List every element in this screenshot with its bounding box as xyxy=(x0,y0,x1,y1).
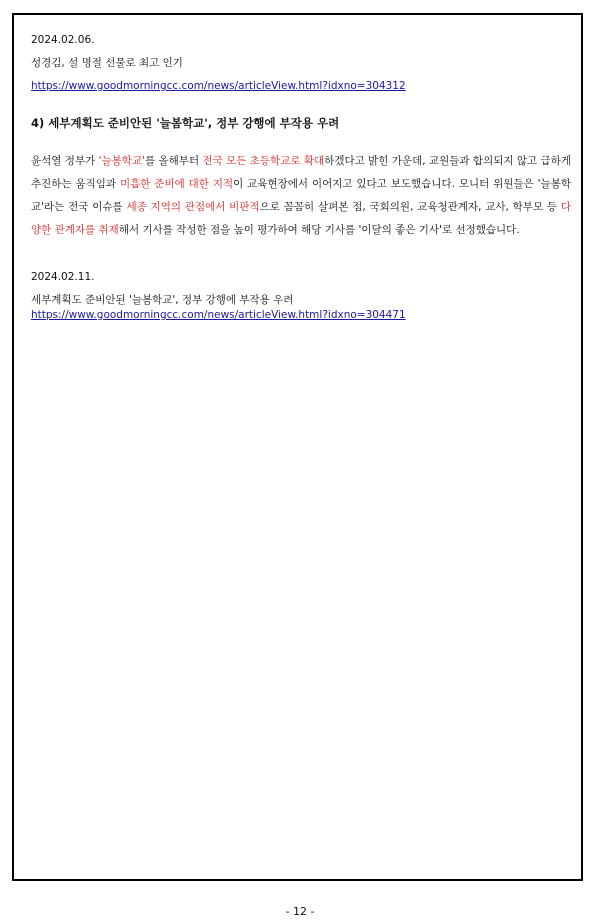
entry-date: 2024.02.11. xyxy=(31,271,95,283)
page-content xyxy=(31,33,571,323)
entry-title: 성경김, 설 명절 선물로 최고 인기 xyxy=(31,57,183,69)
highlighted-text: 세종 지역의 관점에서 비판적 xyxy=(126,201,260,213)
highlighted-text: 전국 모든 초등학교로 확대 xyxy=(202,155,325,167)
paragraph-text: 하겠다고 밝힌 가운데, 교원들과 합의되지 않고 급하게 추진하는 움직임과 xyxy=(31,155,571,190)
highlighted-text: 미흡한 준비에 대한 지적 xyxy=(119,178,234,190)
entry-title: 세부계획도 준비안된 '늘봄학교', 정부 강행에 부작용 우려 xyxy=(31,294,294,306)
highlighted-text: '늘봄학교' xyxy=(98,155,145,167)
section-paragraph xyxy=(31,150,571,242)
entry-link[interactable] xyxy=(31,79,571,94)
section-heading: 4) 세부계획도 준비안된 '늘봄학교', 정부 강행에 부작용 우려 xyxy=(31,116,340,130)
article-url-link[interactable]: https://www.goodmorningcc.com/news/articleView.html?idxno=304471 xyxy=(31,309,406,321)
highlighted-text: 다양한 관계자를 취재 xyxy=(31,201,572,236)
paragraph-text: 윤석열 정부가 xyxy=(31,155,99,167)
entry-date: 2024.02.06. xyxy=(31,34,95,46)
paragraph-text: 해서 기사를 작성한 점을 높이 평가하여 해당 기사를 '이달의 좋은 기사'로 선정했습니다. xyxy=(118,224,520,236)
page-number: - 12 - xyxy=(285,905,315,918)
entry-link[interactable] xyxy=(31,308,571,323)
article-url-link[interactable]: https://www.goodmorningcc.com/news/articleView.html?idxno=304312 xyxy=(31,80,406,92)
paragraph-text: 으로 꼼꼼히 살펴본 점, 국회의원, 교육청관계자, 교사, 학부모 등 xyxy=(259,201,561,213)
paragraph-text: 이 교육현장에서 이어지고 있다고 보도했습니다. 모니터 위원들은 '늘봄학교'라는 전국 이슈를 xyxy=(31,178,571,213)
paragraph-text: 를 올해부터 xyxy=(144,155,203,167)
